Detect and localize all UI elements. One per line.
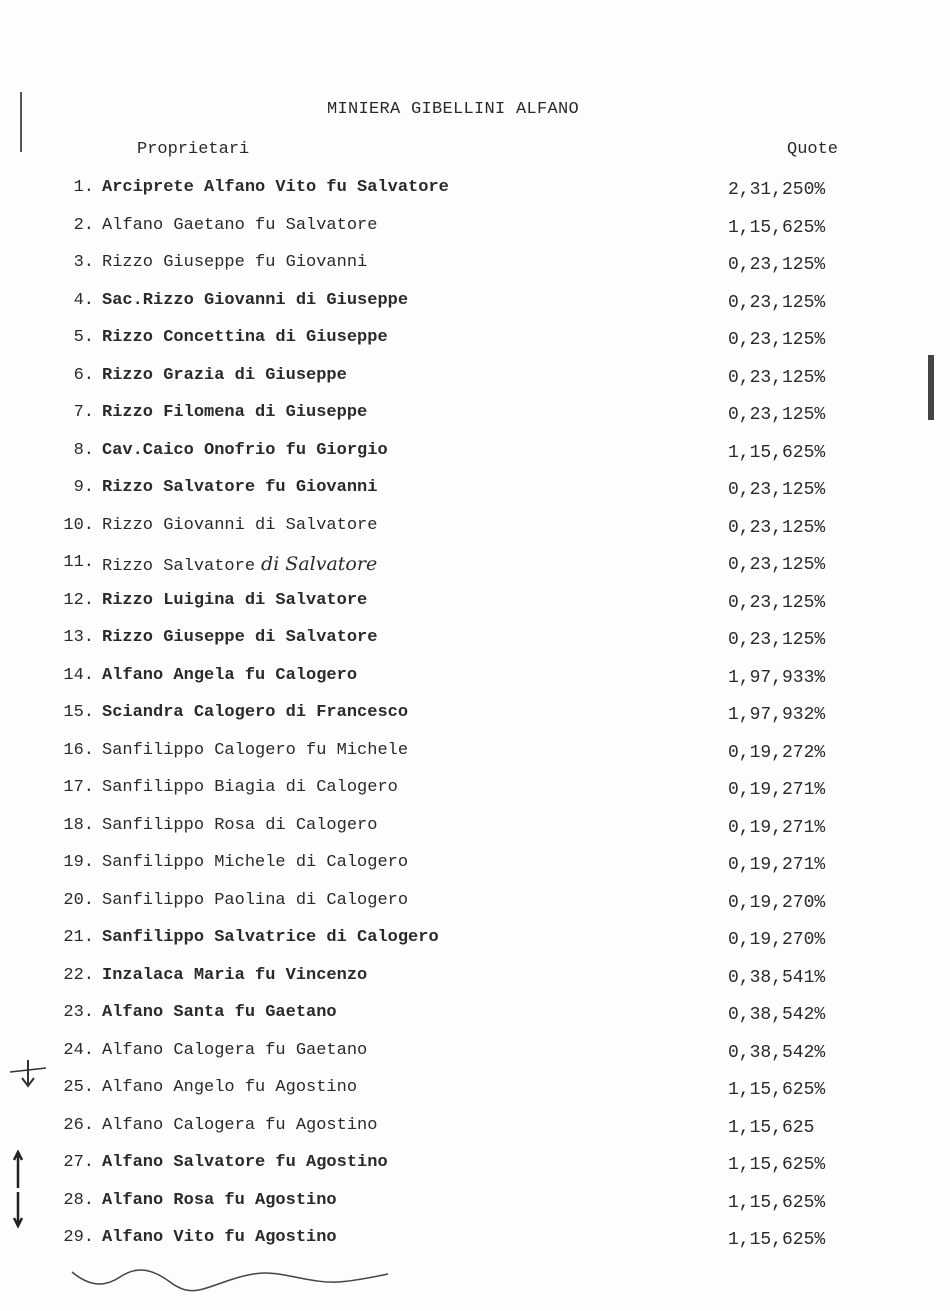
share-value: 0,19,271% [728,855,826,875]
margin-rule [20,92,22,152]
share-value: 0,38,541% [728,967,826,988]
list-item [0,997,950,1035]
column-header-shares: Quote [787,140,839,159]
owner-name-text: Rizzo Giuseppe di Salvatore [102,628,378,647]
share-value: 0,19,270% [728,892,826,913]
row-number: 20. [63,890,94,910]
owner-name-text: Cav.Caico Onofrio fu Giorgio [102,440,388,460]
list-item [0,472,950,510]
row-number: 19. [63,853,94,872]
owner-name-text: Inzalaca Maria fu Vincenzo [102,965,368,985]
share-value: 0,19,272% [728,742,826,763]
row-number: 23. [63,1003,94,1022]
list-item [0,660,950,698]
owner-name-text: Alfano Salvatore fu Agostino [102,1153,388,1172]
list-item [0,1147,950,1185]
row-number: 18. [63,815,94,835]
row-number: 12. [63,590,94,610]
handwritten-annotation: di Salvatore [261,553,378,575]
owner-name-text: Arciprete Alfano Vito fu Salvatore [102,178,449,197]
share-value: 0,23,125% [728,255,826,275]
owner-name-text: Sanfilippo Biagia di Calogero [102,778,398,797]
share-value: 0,23,125% [728,517,826,538]
list-item [0,435,950,473]
list-item [0,847,950,885]
list-item [0,1110,950,1148]
row-number: 21. [63,928,94,947]
owner-name-text: Sanfilippo Salvatrice di Calogero [102,928,439,947]
row-number: 24. [63,1040,94,1060]
list-item [0,547,950,585]
owner-name [102,1191,337,1210]
row-number: 4. [73,290,94,310]
owner-name-text: Alfano Gaetano fu Salvatore [102,215,378,235]
owner-name-text: Rizzo Grazia di Giuseppe [102,365,347,385]
list-item [0,622,950,660]
share-value: 0,23,125% [728,592,826,613]
owner-name-text: Alfano Angela fu Calogero [102,665,358,685]
list-item [0,885,950,923]
share-value: 0,38,542% [728,1042,826,1063]
share-value: 0,23,125% [728,330,826,350]
row-number: 6. [73,365,94,385]
owner-name-text: Sac.Rizzo Giovanni di Giuseppe [102,290,409,310]
owner-name [102,741,408,760]
owner-name [102,478,377,497]
owner-name-text: Rizzo Filomena di Giuseppe [102,403,368,422]
owner-name-text: Rizzo Luigina di Salvatore [102,590,368,610]
list-item [0,210,950,248]
owners-list [0,172,950,1260]
row-number: 2. [73,215,94,235]
list-item [0,172,950,210]
row-number: 1. [73,178,94,197]
list-item [0,285,950,323]
owner-name [102,891,408,910]
owner-name-text: Sanfilippo Michele di Calogero [102,853,409,872]
pen-underline-squiggle [70,1262,390,1292]
owner-name [102,403,367,422]
owner-name-text: Alfano Calogera fu Gaetano [102,1040,368,1060]
list-item [0,247,950,285]
owner-name [102,328,388,347]
list-item [0,585,950,623]
share-value: 1,15,625 [728,1117,815,1138]
row-number: 5. [73,328,94,347]
owner-name [102,928,439,947]
owner-name [102,1153,388,1172]
owner-name [102,628,377,647]
list-item [0,1072,950,1110]
owner-name-text: Rizzo Giovanni di Salvatore [102,515,378,535]
share-value: 0,19,270% [728,930,826,950]
row-number: 8. [73,440,94,460]
owner-name [102,1116,377,1135]
row-number: 7. [73,403,94,422]
list-item [0,960,950,998]
list-item [0,772,950,810]
share-value: 1,97,933% [728,667,826,688]
owner-name-text: Sciandra Calogero di Francesco [102,703,409,722]
owner-name [102,703,408,722]
row-number: 15. [63,703,94,722]
owner-name [102,253,367,272]
pen-arrow-mark [8,1050,48,1090]
owner-name [102,666,357,685]
row-number: 3. [73,253,94,272]
owner-name [102,1228,337,1247]
share-value: 1,15,625% [728,442,826,463]
owner-name-text: Rizzo Salvatore fu Giovanni [102,478,378,497]
share-value: 0,23,125% [728,630,826,650]
share-value: 0,23,125% [728,480,826,500]
owner-name [102,853,408,872]
owner-name [102,441,388,460]
share-value: 1,15,625% [728,1155,826,1175]
column-header-owners: Proprietari [137,140,250,159]
row-number: 28. [63,1190,94,1210]
list-item [0,1185,950,1223]
owner-name-text: Alfano Calogera fu Agostino [102,1115,378,1135]
owner-name-text: Sanfilippo Paolina di Calogero [102,890,409,910]
owner-name [102,553,377,576]
owner-name-text: Alfano Santa fu Gaetano [102,1003,337,1022]
owner-name [102,366,347,385]
row-number: 10. [63,515,94,535]
share-value: 0,23,125% [728,367,826,388]
owner-name-text: Rizzo Salvatore [102,557,256,576]
list-item [0,322,950,360]
list-item [0,735,950,773]
list-item [0,1035,950,1073]
row-number: 16. [63,740,94,760]
owner-name [102,178,449,197]
row-number: 27. [63,1153,94,1172]
owner-name-text: Rizzo Giuseppe fu Giovanni [102,253,368,272]
share-value: 1,15,625% [728,1192,826,1213]
share-value: 1,15,625% [728,1230,826,1250]
share-value: 0,19,271% [728,817,826,838]
list-item [0,922,950,960]
owner-name [102,778,398,797]
owner-name [102,516,377,535]
share-value: 1,15,625% [728,1080,826,1100]
owner-name [102,1003,337,1022]
row-number: 9. [73,478,94,497]
pen-arrow-up-mark [8,1150,48,1190]
pen-arrow-down-mark [8,1190,48,1230]
document-title: MINIERA GIBELLINI ALFANO [327,100,580,119]
list-item [0,810,950,848]
list-item [0,360,950,398]
owner-name [102,1078,357,1097]
row-number: 11. [63,553,94,572]
share-value: 0,23,125% [728,405,826,425]
share-value: 0,23,125% [728,555,826,575]
share-value: 2,31,250% [728,180,826,200]
share-value: 0,23,125% [728,292,826,313]
row-number: 22. [63,965,94,985]
share-value: 0,19,271% [728,780,826,800]
owner-name-text: Sanfilippo Rosa di Calogero [102,815,378,835]
owner-name-text: Alfano Angelo fu Agostino [102,1078,358,1097]
list-item [0,697,950,735]
owner-name [102,591,367,610]
list-item [0,397,950,435]
share-value: 1,97,932% [728,705,826,725]
owner-name-text: Sanfilippo Calogero fu Michele [102,740,409,760]
row-number: 17. [63,778,94,797]
row-number: 14. [63,665,94,685]
row-number: 29. [63,1228,94,1247]
owner-name-text: Rizzo Concettina di Giuseppe [102,328,388,347]
owner-name [102,816,377,835]
share-value: 1,15,625% [728,217,826,238]
owner-name [102,966,367,985]
row-number: 25. [63,1078,94,1097]
owner-name-text: Alfano Rosa fu Agostino [102,1190,337,1210]
share-value: 0,38,542% [728,1005,826,1025]
owner-name [102,1041,367,1060]
owner-name-text: Alfano Vito fu Agostino [102,1228,337,1247]
list-item [0,510,950,548]
list-item [0,1222,950,1260]
row-number: 13. [63,628,94,647]
owner-name [102,291,408,310]
owner-name [102,216,377,235]
row-number: 26. [63,1115,94,1135]
